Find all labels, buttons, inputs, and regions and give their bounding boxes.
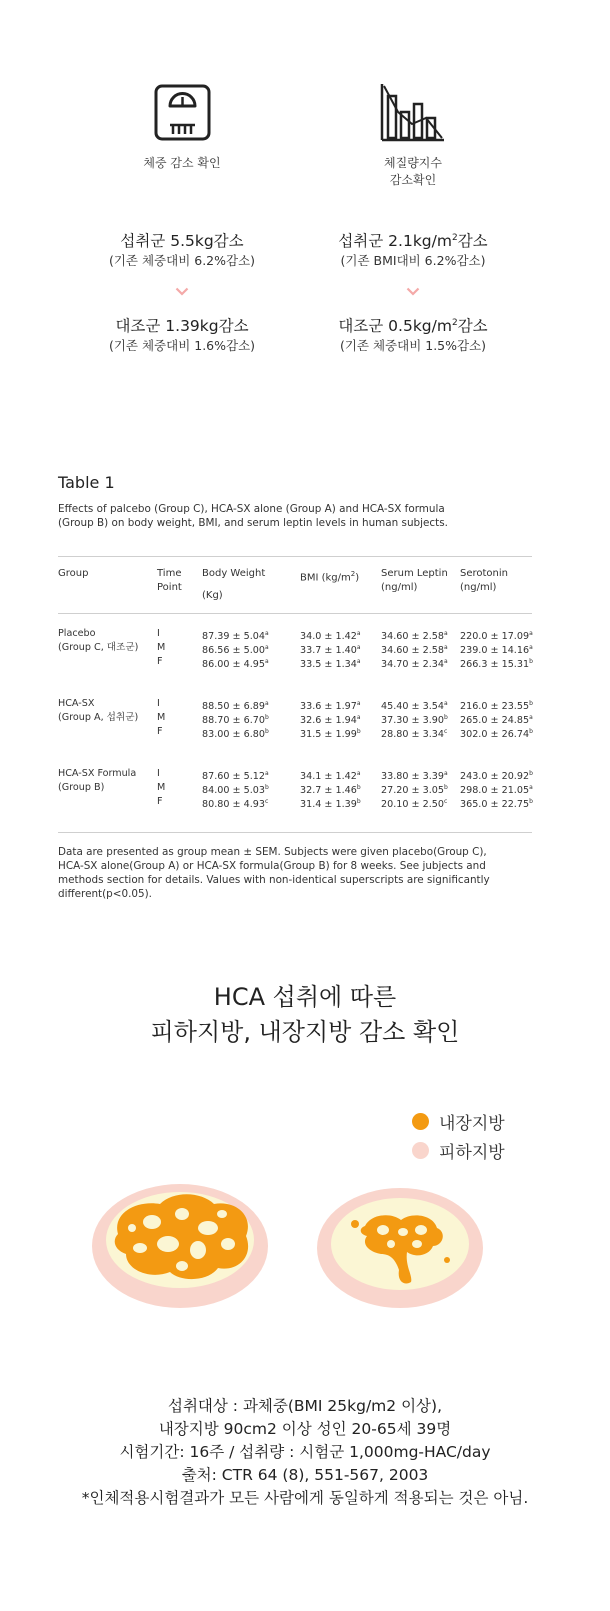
bmi-cell-superscript: b (356, 728, 361, 735)
body-weight-cell-value: 80.80 ± 4.93 (202, 799, 265, 811)
serotonin-cell-superscript: b (529, 798, 533, 805)
serotonin-cell (460, 795, 533, 812)
serotonin-cell-superscript: b (529, 770, 533, 777)
body-weight-cell-value: 86.00 ± 4.95 (202, 659, 265, 671)
bmi-cell-superscript: a (356, 630, 361, 637)
table-top-rule (58, 556, 532, 557)
footer-source: 출처: CTR 64 (8), 551-567, 2003 (181, 1466, 429, 1484)
serum-leptin-cell-value: 20.10 ± 2.50 (381, 799, 444, 811)
hca-title-line-2: 피하지방, 내장지방 감소 확인 (150, 1018, 460, 1046)
body-weight-cell-superscript: a (264, 644, 269, 651)
weight-control-result: 대조군 1.39kg감소 (115, 317, 249, 335)
bmi-treatment-result-sup: 2 (451, 232, 458, 243)
header-bmi-text: BMI (kg/m (300, 572, 351, 584)
header-group: Group (58, 568, 89, 579)
bmi-cell-value: 33.5 ± 1.34 (300, 659, 357, 671)
scale-icon (154, 84, 211, 141)
bmi-cell-superscript: a (356, 770, 361, 777)
legend-subcutaneous-dot (412, 1142, 429, 1159)
table-footnote: Data are presented as group mean ± SEM. Subjects were given placebo(Group C), HCA-SX alone(Group A) or HCA-SX formula(Group B) for 8 weeks. See jubjects and methods section for details. Values with non-identical superscripts are significantly different(p<0.05). (58, 846, 490, 900)
bmi-treatment-result-suffix: 감소 (457, 232, 488, 250)
bmi-cell-value: 34.1 ± 1.42 (300, 771, 357, 783)
weight-treatment-detail: (기존 체중대비 6.2%감소) (108, 253, 256, 268)
bmi-cell-value: 32.6 ± 1.94 (300, 715, 357, 727)
body-weight-cell-superscript: a (264, 770, 269, 777)
footer-subjects: 섭취대상 : 과체중(BMI 25kg/m2 이상), (167, 1397, 442, 1415)
serotonin-cell-value: 298.0 ± 21.05 (460, 785, 530, 797)
body-weight-cell-superscript: a (264, 630, 269, 637)
table-description: Effects of palcebo (Group C), HCA-SX alone (Group A) and HCA-SX formula (Group B) on body weight, BMI, and serum leptin levels in human subjects. (58, 503, 448, 529)
footer-subjects-detail: 내장지방 90cm2 이상 성인 20-65세 39명 (158, 1420, 452, 1438)
table-title: Table 1 (58, 473, 115, 492)
after-cross-section-illustration (315, 1186, 485, 1310)
body-weight-cell (202, 655, 269, 672)
header-time-point: Time Point (157, 568, 182, 593)
legend-subcutaneous-fat (412, 1140, 505, 1163)
serum-leptin-cell-superscript: a (443, 770, 448, 777)
legend-visceral-dot (412, 1113, 429, 1130)
serotonin-cell-superscript: a (529, 784, 533, 791)
bmi-cell-superscript: a (356, 658, 361, 665)
body-weight-cell-value: 88.70 ± 6.70 (202, 715, 265, 727)
serum-leptin-cell-superscript: b (443, 784, 448, 791)
serum-leptin-cell-superscript: a (443, 644, 448, 651)
footer-disclaimer: *인체적용시험결과가 모든 사람에게 동일하게 적용되는 것은 아님. (81, 1489, 529, 1507)
serum-leptin-cell-superscript: a (443, 630, 448, 637)
bmi-control-result (278, 314, 548, 336)
body-weight-cell-superscript: a (264, 700, 269, 707)
body-weight-cell (202, 725, 269, 742)
serum-leptin-cell-value: 34.60 ± 2.58 (381, 645, 444, 657)
serotonin-cell-value: 239.0 ± 14.16 (460, 645, 530, 657)
bmi-cell-value: 33.6 ± 1.97 (300, 701, 357, 713)
time-point-cell: M (157, 642, 166, 653)
header-body-weight: Body Weight (202, 568, 266, 579)
serum-leptin-cell (381, 725, 447, 742)
serotonin-cell-superscript: a (529, 644, 533, 651)
bmi-cell (300, 795, 361, 812)
bmi-cell-superscript: b (356, 798, 361, 805)
bmi-treatment-detail: (기존 BMI대비 6.2%감소) (340, 253, 486, 268)
serum-leptin-cell (381, 655, 448, 672)
time-point-cell: M (157, 782, 166, 793)
legend-visceral-fat (412, 1111, 505, 1134)
table-bottom-rule (58, 832, 532, 833)
serum-leptin-cell-value: 34.60 ± 2.58 (381, 631, 444, 643)
serum-leptin-cell-superscript: c (443, 798, 448, 805)
body-weight-cell-superscript: b (264, 784, 269, 791)
bmi-treatment-result (278, 229, 548, 251)
bmi-cell (300, 725, 361, 742)
bmi-control-result-sup: 2 (451, 317, 458, 328)
serotonin-cell-value: 365.0 ± 22.75 (460, 799, 530, 811)
body-weight-cell-value: 83.00 ± 6.80 (202, 729, 265, 741)
time-point-cell: F (157, 726, 163, 737)
serotonin-cell-superscript: a (529, 714, 533, 721)
bmi-treatment-result-text: 섭취군 2.1kg/m (338, 232, 452, 250)
bmi-cell-superscript: a (356, 714, 361, 721)
body-weight-cell-value: 88.50 ± 6.89 (202, 701, 265, 713)
time-point-cell: I (157, 628, 160, 639)
legend-visceral-label: 내장지방 (439, 1113, 505, 1134)
bmi-cell-value: 31.4 ± 1.39 (300, 799, 357, 811)
time-point-cell: I (157, 698, 160, 709)
group-name: Placebo (58, 628, 96, 639)
body-weight-cell-superscript: b (264, 714, 269, 721)
serotonin-cell-value: 220.0 ± 17.09 (460, 631, 530, 643)
group-name: HCA-SX Formula (58, 768, 137, 779)
body-weight-cell-value: 87.39 ± 5.04 (202, 631, 265, 643)
serum-leptin-cell-value: 45.40 ± 3.54 (381, 701, 444, 713)
table-header-rule (58, 613, 532, 614)
weight-control-detail: (기존 체중대비 1.6%감소) (108, 338, 256, 353)
bmi-control-result-text: 대조군 0.5kg/m (338, 317, 452, 335)
group-subname: (Group A, 섭취군) (58, 712, 139, 723)
serum-leptin-cell-value: 33.80 ± 3.39 (381, 771, 444, 783)
bmi-control-detail: (기존 체중대비 1.5%감소) (339, 338, 487, 353)
serotonin-cell-value: 216.0 ± 23.55 (460, 701, 530, 713)
serotonin-cell-superscript: b (529, 700, 533, 707)
serotonin-cell-superscript: a (529, 630, 533, 637)
serotonin-cell (460, 655, 533, 672)
body-weight-cell-value: 86.56 ± 5.00 (202, 645, 265, 657)
bmi-cell-superscript: a (356, 700, 361, 707)
bmi-cell-superscript: b (356, 784, 361, 791)
bmi-cell-value: 32.7 ± 1.46 (300, 785, 357, 797)
body-weight-cell-superscript: a (264, 658, 269, 665)
serum-leptin-cell-value: 37.30 ± 3.90 (381, 715, 444, 727)
header-bmi (300, 567, 359, 585)
bmi-cell-value: 33.7 ± 1.40 (300, 645, 357, 657)
body-weight-cell (202, 795, 268, 812)
weight-treatment-result: 섭취군 5.5kg감소 (120, 232, 244, 250)
header-body-weight-unit: (Kg) (202, 590, 223, 601)
chevron-down-icon (406, 287, 420, 296)
bmi-control-result-suffix: 감소 (457, 317, 488, 335)
bmi-caption-line-1: 체질량지수 (384, 156, 442, 170)
header-bmi-sup: 2 (350, 570, 356, 578)
serum-leptin-cell-superscript: b (443, 714, 448, 721)
body-weight-cell-superscript: c (264, 798, 269, 805)
header-serum-leptin: Serum Leptin (ng/ml) (381, 568, 448, 593)
bmi-cell-superscript: a (356, 644, 361, 651)
time-point-cell: I (157, 768, 160, 779)
bmi-stat (278, 0, 548, 370)
serum-leptin-cell-value: 27.20 ± 3.05 (381, 785, 444, 797)
bmi-cell-value: 34.0 ± 1.42 (300, 631, 357, 643)
serotonin-cell-superscript: b (529, 728, 533, 735)
bmi-cell (300, 655, 361, 672)
weight-stat (47, 0, 317, 370)
group-name: HCA-SX (58, 698, 95, 709)
before-cross-section-illustration (90, 1182, 270, 1312)
time-point-cell: F (157, 656, 163, 667)
body-weight-cell-value: 84.00 ± 5.03 (202, 785, 265, 797)
serotonin-cell-value: 265.0 ± 24.85 (460, 715, 530, 727)
body-weight-cell-superscript: b (264, 728, 269, 735)
header-serotonin: Serotonin (ng/ml) (460, 568, 509, 593)
footer-period: 시험기간: 16주 / 섭취량 : 시험군 1,000mg-HAC/day (119, 1443, 491, 1461)
serotonin-cell-value: 266.3 ± 15.31 (460, 659, 530, 671)
time-point-cell: M (157, 712, 166, 723)
serum-leptin-cell-value: 28.80 ± 3.34 (381, 729, 444, 741)
group-subname: (Group C, 대조군) (58, 642, 139, 653)
time-point-cell: F (157, 796, 163, 807)
legend-subcutaneous-label: 피하지방 (439, 1142, 505, 1163)
bmi-cell-value: 31.5 ± 1.99 (300, 729, 357, 741)
weight-stat-caption: 체중 감소 확인 (143, 156, 221, 170)
bmi-caption-line-2: 감소확인 (389, 173, 437, 187)
bar-chart-icon (378, 82, 448, 144)
hca-title-line-1: HCA 섭취에 따른 (213, 983, 397, 1011)
serum-leptin-cell-superscript: a (443, 658, 448, 665)
serum-leptin-cell-superscript: a (443, 700, 448, 707)
serotonin-cell-superscript: b (529, 658, 533, 665)
header-bmi-close: ) (355, 572, 360, 584)
bmi-stat-caption (278, 155, 548, 189)
serotonin-cell (460, 725, 533, 742)
serum-leptin-cell-value: 34.70 ± 2.34 (381, 659, 444, 671)
serum-leptin-cell-superscript: c (443, 728, 448, 735)
body-weight-cell-value: 87.60 ± 5.12 (202, 771, 265, 783)
serotonin-cell-value: 243.0 ± 20.92 (460, 771, 530, 783)
serum-leptin-cell (381, 795, 447, 812)
group-subname: (Group B) (58, 782, 105, 793)
serotonin-cell-value: 302.0 ± 26.74 (460, 729, 530, 741)
chevron-down-icon (175, 287, 189, 296)
